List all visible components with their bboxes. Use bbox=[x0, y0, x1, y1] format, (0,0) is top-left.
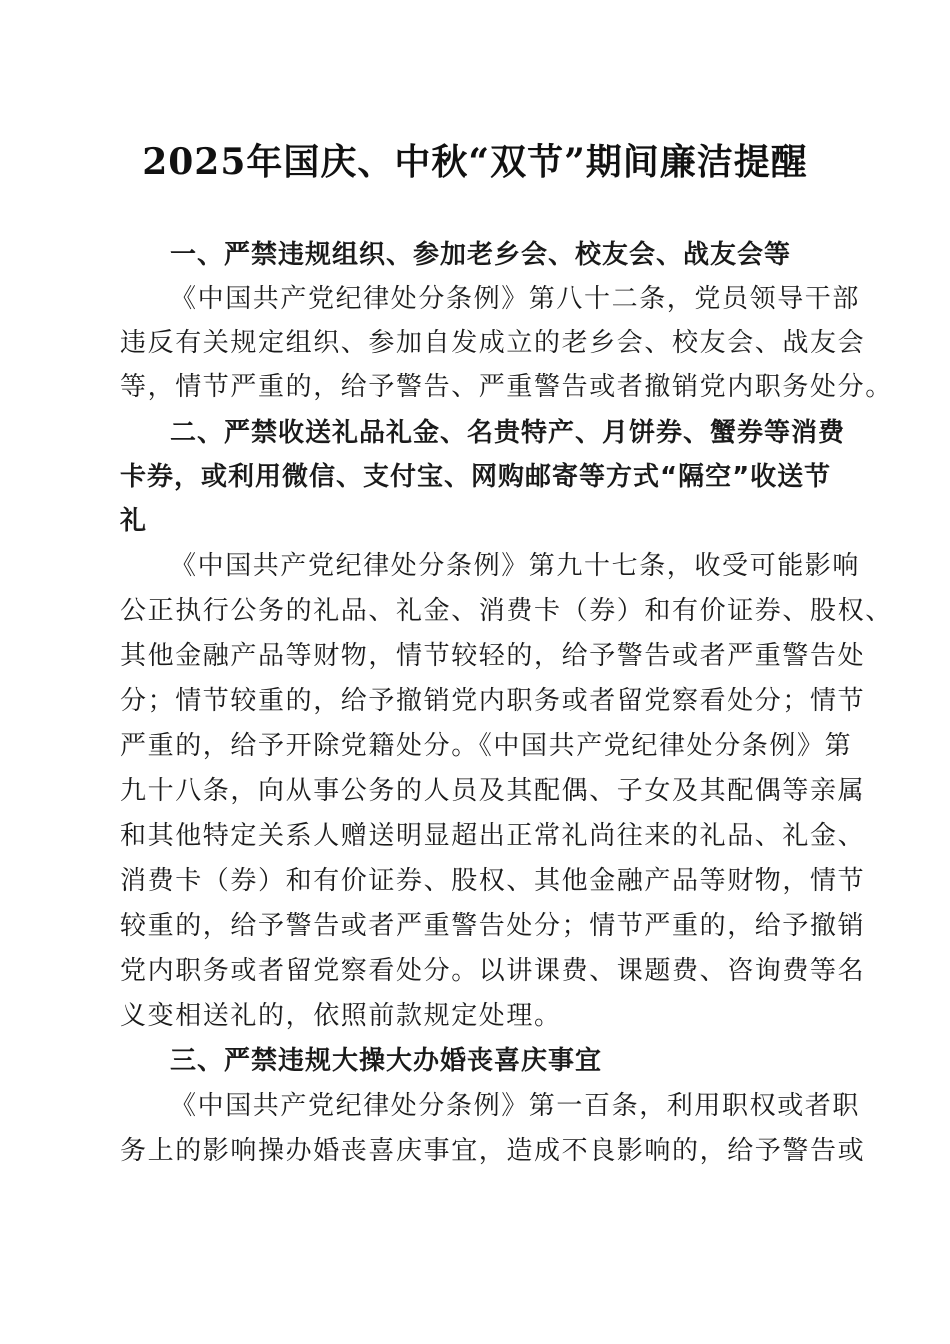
section-2-paragraph-line: 九十八条，向从事公务的人员及其配偶、子女及其配偶等亲属 bbox=[120, 776, 866, 806]
section-1-paragraph-line: 《中国共产党纪律处分条例》第八十二条，党员领导干部 bbox=[170, 284, 861, 314]
section-2-paragraph-line: 较重的，给予警告或者严重警告处分；情节严重的，给予撤销 bbox=[120, 911, 866, 941]
section-1-paragraph-line: 等，情节严重的，给予警告、严重警告或者撤销党内职务处分。 bbox=[120, 372, 893, 402]
section-2-paragraph-line: 公正执行公务的礼品、礼金、消费卡（券）和有价证券、股权、 bbox=[120, 596, 893, 626]
section-2-paragraph-line: 消费卡（券）和有价证券、股权、其他金融产品等财物，情节 bbox=[120, 866, 866, 896]
section-1-heading: 一、严禁违规组织、参加老乡会、校友会、战友会等 bbox=[170, 240, 792, 270]
section-2-paragraph-line: 义变相送礼的，依照前款规定处理。 bbox=[120, 1001, 562, 1031]
section-2-paragraph-line: 《中国共产党纪律处分条例》第九十七条，收受可能影响 bbox=[170, 551, 861, 581]
section-2-heading-line: 卡券，或利用微信、支付宝、网购邮寄等方式“隔空”收送节 bbox=[120, 462, 832, 492]
section-2-heading-line: 礼 bbox=[120, 506, 148, 536]
section-2-paragraph-line: 分；情节较重的，给予撤销党内职务或者留党察看处分；情节 bbox=[120, 686, 866, 716]
section-2-paragraph-line: 和其他特定关系人赠送明显超出正常礼尚往来的礼品、礼金、 bbox=[120, 821, 866, 851]
document-title: 2025年国庆、中秋“双节”期间廉洁提醒 bbox=[142, 141, 808, 183]
section-2-heading-line: 二、严禁收送礼品礼金、名贵特产、月饼券、蟹券等消费 bbox=[170, 418, 846, 448]
section-2-paragraph-line: 严重的，给予开除党籍处分。《中国共产党纪律处分条例》第 bbox=[120, 731, 853, 761]
section-1-paragraph-line: 违反有关规定组织、参加自发成立的老乡会、校友会、战友会 bbox=[120, 328, 866, 358]
section-2-paragraph-line: 党内职务或者留党察看处分。以讲课费、课题费、咨询费等名 bbox=[120, 956, 866, 986]
section-3-heading: 三、严禁违规大操大办婚丧喜庆事宜 bbox=[170, 1046, 603, 1076]
section-2-paragraph-line: 其他金融产品等财物，情节较轻的，给予警告或者严重警告处 bbox=[120, 641, 866, 671]
section-3-paragraph-line: 务上的影响操办婚丧喜庆事宜，造成不良影响的，给予警告或 bbox=[120, 1136, 866, 1166]
section-3-paragraph-line: 《中国共产党纪律处分条例》第一百条，利用职权或者职 bbox=[170, 1091, 861, 1121]
